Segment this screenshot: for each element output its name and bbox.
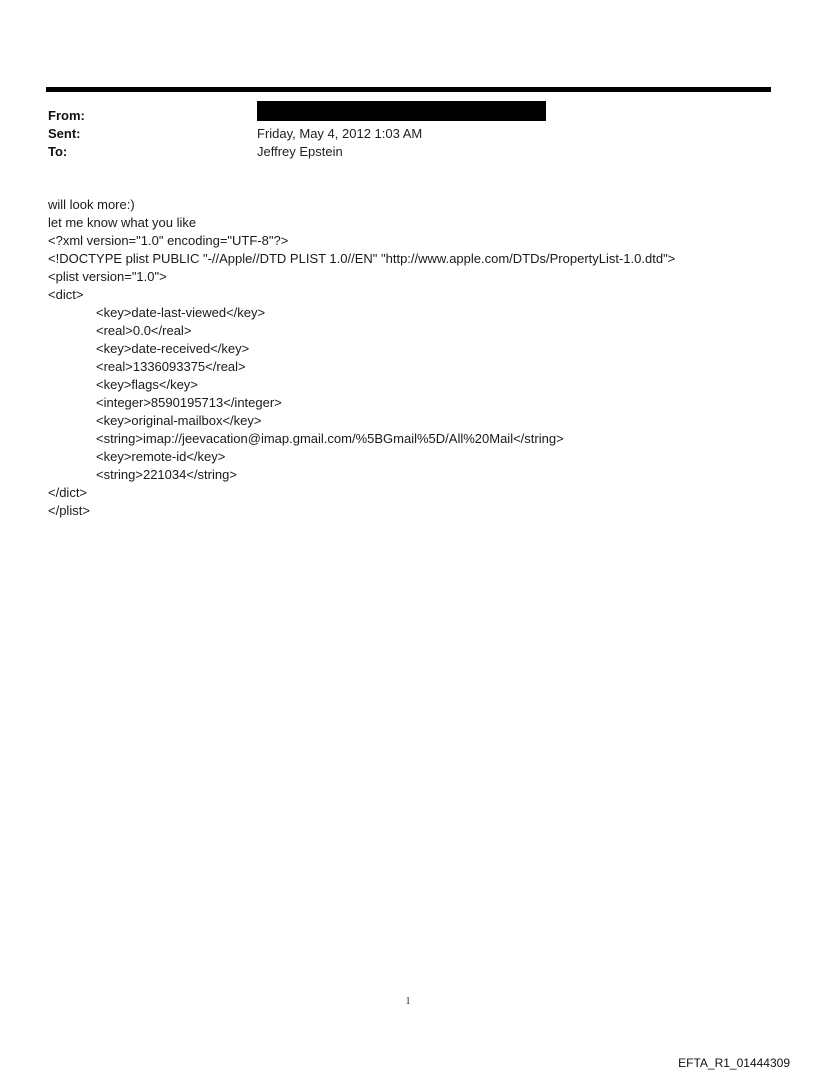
body-line: <key>remote-id</key> (96, 449, 226, 464)
body-line: <string>imap://jeevacation@imap.gmail.com/%5BGmail%5D/All%20Mail</string> (96, 431, 564, 446)
body-line: <key>date-last-viewed</key> (96, 305, 266, 320)
body-line: <!DOCTYPE plist PUBLIC "-//Apple//DTD PLIST 1.0//EN" "http://www.apple.com/DTDs/PropertyList-1.0.dtd"> (48, 251, 676, 266)
document-id: EFTA_R1_01444309 (678, 1056, 790, 1070)
header-rule (46, 87, 771, 92)
body-line: </dict> (48, 485, 88, 500)
sent-row (48, 125, 748, 143)
sent-label: Sent: (48, 126, 81, 141)
body-line: <dict> (48, 287, 84, 302)
sent-value: Friday, May 4, 2012 1:03 AM (257, 126, 423, 141)
from-value (257, 107, 546, 125)
body-line: <key>date-received</key> (96, 341, 250, 356)
email-body (48, 196, 788, 520)
body-line: will look more:) (48, 197, 135, 212)
from-row (48, 107, 748, 125)
to-label: To: (48, 144, 68, 159)
body-line: <real>1336093375</real> (96, 359, 246, 374)
to-row (48, 143, 748, 161)
body-line: <integer>8590195713</integer> (96, 395, 282, 410)
body-line: </plist> (48, 503, 90, 518)
from-label: From: (48, 108, 85, 123)
body-line: <real>0.0</real> (96, 323, 192, 338)
page-number: 1 (405, 996, 411, 1007)
body-line: let me know what you like (48, 215, 197, 230)
to-value: Jeffrey Epstein (257, 144, 343, 159)
body-line: <key>original-mailbox</key> (96, 413, 262, 428)
redaction-block (257, 101, 546, 121)
body-line: <?xml version="1.0" encoding="UTF-8"?> (48, 233, 289, 248)
body-line: <string>221034</string> (96, 467, 237, 482)
email-header (48, 107, 748, 161)
body-line: <plist version="1.0"> (48, 269, 167, 284)
body-line: <key>flags</key> (96, 377, 198, 392)
